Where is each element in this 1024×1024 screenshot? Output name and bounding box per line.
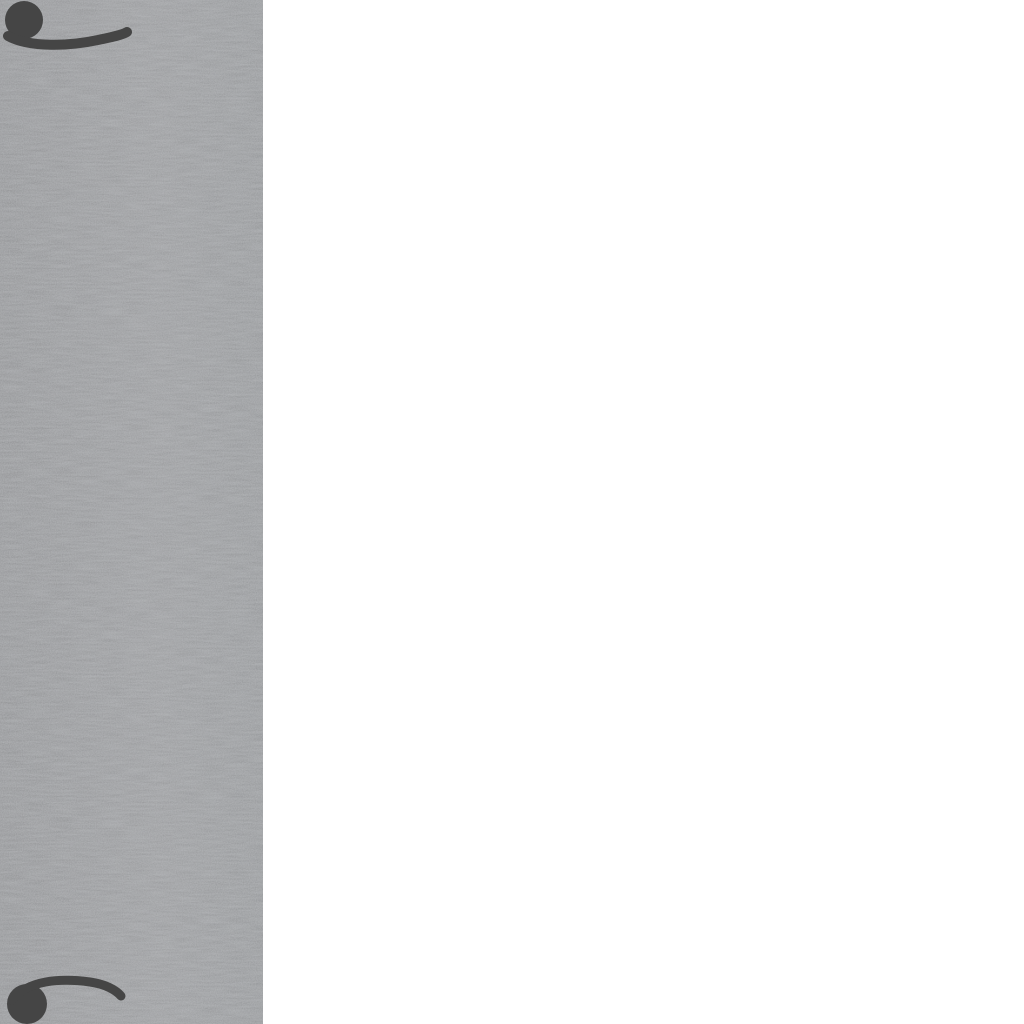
textured-surface-photo (0, 0, 263, 1024)
blank-area (263, 0, 1024, 1024)
surface-grain (0, 0, 263, 1024)
